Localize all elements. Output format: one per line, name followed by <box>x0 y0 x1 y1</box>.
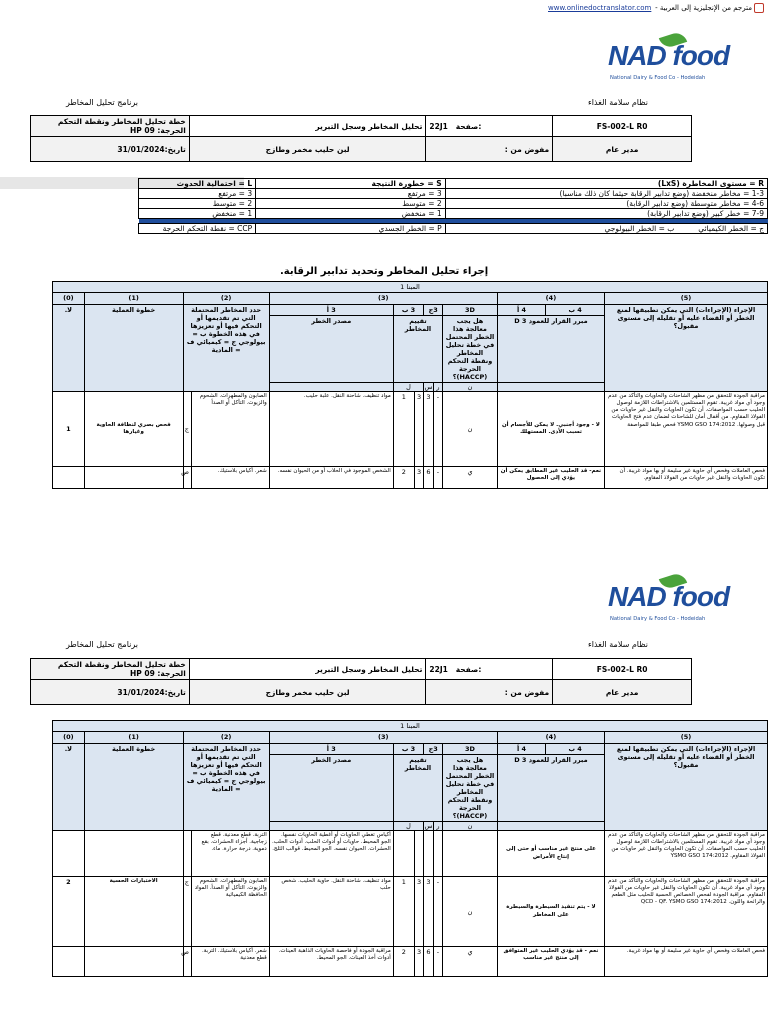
row-source: مواد تنظيف. شاحنة النقل. علبة حليب. <box>269 392 393 467</box>
row-l: 2 <box>393 467 414 489</box>
row-step: فحص بصري لنظافة الحاوية وغيارها <box>84 392 183 467</box>
legend-phys: P = الخطر الجسدي <box>256 224 446 234</box>
translate-icon <box>754 3 764 13</box>
col-3-num: (3) <box>269 293 497 305</box>
header-actions: الإجراء (الإجراءات) التي يمكن تطبيقها لمنع الخطر أو القضاء عليه أو تقليله إلى مستوى مقبول؟ <box>605 744 768 831</box>
sub-4b: 4 ب <box>546 305 605 316</box>
legend-s-row: 2 = متوسط <box>256 199 446 209</box>
letter-l: ل <box>393 822 423 831</box>
translator-bar <box>0 0 768 18</box>
document-header-2 <box>30 658 692 705</box>
authorized-by: مفوض من : <box>426 137 553 162</box>
header-eval: تقييم المخاطر <box>393 316 442 383</box>
sub-4a: 4 أ <box>497 744 545 755</box>
col-2-num: (2) <box>183 293 269 305</box>
row-r: 3 <box>424 392 433 467</box>
legend-s-row: 1 = منخفض <box>256 209 446 219</box>
row-dash: - <box>433 392 442 467</box>
program-label-2: برنامج تحليل المخاطر <box>66 640 139 649</box>
letter-r: ر <box>433 383 442 392</box>
row-type: ص <box>183 947 191 977</box>
row-r <box>424 831 433 877</box>
doc-code: FS-002-L R0 <box>553 659 692 680</box>
header-hazard: حدد المخاطر المحتملة التي تم تقديمها أو التحكم فيها أو تعزيزها في هذه الخطوة ب = بيولوجي ج = كيميائي ف = المادية <box>183 744 269 831</box>
letter-n: ن <box>443 383 498 392</box>
sub-3a: 3 أ <box>269 305 393 316</box>
row-no <box>53 467 85 489</box>
row-hazard: شعر. أكياس بلاستيك. التربة. قطع معدنية <box>191 947 269 977</box>
letter-s: س <box>424 383 433 391</box>
col-1-num: (1) <box>84 293 183 305</box>
row-actions: فحص العاملات وفحص أي حاوية غير سليمة أو بها مواد غريبة. أن تكون الحاويات والنقل غير حاويات من الفولاذ المقاوم. <box>605 467 768 489</box>
row-justification: لا - وجود أجنبي. لا يمكن للأجسام أن تسبب الأذى. المستهلك <box>497 392 604 467</box>
table-band: المبنا 1 <box>53 282 768 293</box>
col-4-num: (4) <box>497 732 604 744</box>
header-no: لا. <box>53 744 85 831</box>
row-hazard: الصابون والمطهرات. الشحوم والزيوت. التآكل أو الصدأ <box>191 392 269 467</box>
letter-n: ن <box>443 822 498 831</box>
col-2-num: (2) <box>183 732 269 744</box>
row-source: الشخص الموجود في الحلاب أو من الحيوان نفسه. <box>269 467 393 489</box>
translator-link[interactable]: www.onlinedoctranslator.com <box>548 4 652 12</box>
row-hazard: الصابون والمطهرات. الشحوم والزيوت. التآكل أو الصدأ. المواد الحافظة الكيميائية <box>191 877 269 947</box>
header-justification: مبرر القرار للعمود 3 D <box>497 316 604 383</box>
legend-l-row: 3 = مرتفع <box>139 189 256 199</box>
row-ccp: ي <box>443 947 498 977</box>
header-justification: مبرر القرار للعمود 3 D <box>497 755 604 822</box>
row-dash: - <box>433 467 442 489</box>
sub-4b: 4 ب <box>546 744 605 755</box>
col-4-num: (4) <box>497 293 604 305</box>
row-type <box>183 831 191 877</box>
sub-3c: 3ج <box>424 305 443 316</box>
legend-s-row: 3 = مرتفع <box>256 189 446 199</box>
system-label: نظام سلامة الغذاء <box>588 98 649 107</box>
header-step: خطوة العملية <box>84 305 183 392</box>
system-label-2: نظام سلامة الغذاء <box>588 640 649 649</box>
row-l: 1 <box>393 392 414 467</box>
row-l: 2 <box>393 947 414 977</box>
legend-l-label: L = احتمالية الحدوث <box>139 179 256 189</box>
table-row <box>53 392 768 467</box>
header-eval: تقييم المخاطر <box>393 755 442 822</box>
sub-3b: 3 ب <box>393 305 423 316</box>
row-s: 3 <box>414 392 423 467</box>
legend-bio: ب = الخطر البيولوجي <box>604 224 675 233</box>
document-header <box>30 115 692 162</box>
sub-3d: 3D <box>443 744 498 755</box>
doc-code: FS-002-L R0 <box>553 116 692 137</box>
row-ccp <box>443 831 498 877</box>
legend-r-row: 1-3 = مخاطر منخفضة (وضع تدابير الرقابة حيثما كان ذلك مناسبا) <box>445 189 767 199</box>
row-r: 6 <box>424 947 433 977</box>
row-step <box>84 947 183 977</box>
row-source: مراقبة الجودة أو فاحصة الحاويات الذاهبة العينات. أدوات أخذ العينات. الجو المحيط. <box>269 947 393 977</box>
row-type: ج <box>183 877 191 947</box>
row-r: 3 <box>424 877 433 947</box>
legend-r-row: 7-9 = خطر كبير (وضع تدابير الرقابة) <box>445 209 767 219</box>
row-ccp: ن <box>443 392 498 467</box>
col-5-num: (5) <box>605 732 768 744</box>
page-value: 22J1 <box>429 121 448 131</box>
row-s <box>414 831 423 877</box>
sub-4a: 4 أ <box>497 305 545 316</box>
row-ccp: ي <box>443 467 498 489</box>
header-source: مصدر الخطر <box>269 755 393 822</box>
general-manager: مدير عام <box>553 137 692 162</box>
sub-3a: 3 أ <box>269 744 393 755</box>
legend-r-label: R = مستوى المخاطرة (LxS) <box>445 179 767 189</box>
row-l: 1 <box>393 877 414 947</box>
row-no <box>53 947 85 977</box>
table-row <box>53 467 768 489</box>
row-actions: مراقبة الجودة للتحقق من مظهر الشاحنات والحاويات والتأكد من عدم وجود أي مواد غريبة. تقوم المستلمين بالاشتراطات اللازمة لوصول الحليب حسب المواصفات. أن تكون الحاويات والنقل غير حاويات من الفولاذ المقاوم. من أقفال أمان للشاحنات لضمان عدم فتح الحاويات قبل وصولها. YSMO GSO 174:2012 فحص طبقا للمواصفة <box>605 392 768 467</box>
row-justification: نعم - قد يؤدي الحليب غير المتوافق إلى منتج غير مناسب <box>497 947 604 977</box>
table-row <box>53 947 768 977</box>
risk-legend <box>138 178 768 234</box>
plan-title: خطة تحليل المخاطر ونقطة التحكم الحرجة: HP 09 <box>31 116 190 137</box>
plan-title: خطة تحليل المخاطر ونقطة التحكم الحرجة: HP 09 <box>31 659 190 680</box>
row-actions: مراقبة الجودة للتحقق من مظهر الشاحنات والحاويات والتأكد من عدم وجود أي مواد غريبة. تقوم المستلمين بالاشتراطات اللازمة لوصول الحليب حسب المواصفات. أن تكون الحاويات والنقل غير حاويات من الفولاذ المقاوم. YSMO GSO 174:2012 <box>605 831 768 877</box>
row-ccp: ن <box>443 877 498 947</box>
row-r: 6 <box>424 467 433 489</box>
col-0-num: (0) <box>53 293 85 305</box>
row-s: 3 <box>414 467 423 489</box>
row-actions: مراقبة الجودة للتحقق من مظهر الشاحنات والحاويات والتأكد من عدم وجود أي مواد غريبة. أن تكون الحاويات والنقل غير حاويات من الفولاذ المقاوم. مراقبة الجودة لفحص الخصائص الحسية للحليب مثل الطعم والرائحة واللون. QCD - QF. YSMO GSO 174:2012 <box>605 877 768 947</box>
legend-l-row: 1 = منخفض <box>139 209 256 219</box>
row-s: 3 <box>414 877 423 947</box>
header-step: خطوة العملية <box>84 744 183 831</box>
row-no <box>53 831 85 877</box>
row-source: أكياس تغطي الحاويات أو أغطية الحاويات نفسها. الجو المحيط. حاويات أو أدوات الحلب. أدوات الحلب. الحشرات. الحيوان نفسه. الجو المحيط. قوالب الثلج. <box>269 831 393 877</box>
header-no: لا. <box>53 305 85 392</box>
row-dash: - <box>433 947 442 977</box>
col-0-num: (0) <box>53 732 85 744</box>
row-source: مواد تنظيف. شاحنة النقل. حاوية الحليب. شخص حلب <box>269 877 393 947</box>
table-row <box>53 877 768 947</box>
row-step: الاختبارات الحسية <box>84 877 183 947</box>
row-dash <box>433 831 442 877</box>
page-label: صفحة: <box>455 664 482 674</box>
col-1-num: (1) <box>84 732 183 744</box>
letter-r: ر <box>433 822 442 831</box>
row-type: ج <box>183 392 191 467</box>
program-label: برنامج تحليل المخاطر <box>66 98 139 107</box>
product-name: لبن حليب مخمر وطازج <box>189 137 426 162</box>
hazard-table-page2 <box>52 720 768 977</box>
letter-s: س <box>424 822 433 830</box>
row-justification: نعم- قد الحليب غير المطابق يمكن أن يؤدي إلى الحصول <box>497 467 604 489</box>
legend-ccp: CCP = نقطة التحكم الحرجة <box>139 224 256 234</box>
date-field: تاريخ:31/01/2024 <box>31 137 190 162</box>
company-logo: NAD food National Dairy & Food Co - Hodeidah <box>608 40 740 84</box>
row-hazard: التربة. قطع معدنية. قطع زجاجية. أجزاء الحشرات. بقع دموية. درجة حرارة. ماء. <box>191 831 269 877</box>
company-logo-2: NAD food National Dairy & Food Co - Hodeidah <box>608 581 740 625</box>
header-actions: الإجراء (الإجراءات) التي يمكن تطبيقها لمنع الخطر أو القضاء عليه أو تقليله إلى مستوى مقبول؟ <box>605 305 768 392</box>
date-field: تاريخ:31/01/2024 <box>31 680 190 705</box>
doc-title: تحليل المخاطر وسجل التبرير <box>189 659 426 680</box>
header-3d: هل يجب معالجة هذا الخطر المحتمل في خطة تحليل المخاطر ونقطة التحكم الحرجة (HACCP)؟ <box>443 316 498 383</box>
product-name: لبن حليب مخمر وطازج <box>189 680 426 705</box>
row-type: ص <box>183 467 191 489</box>
legend-s-label: S = خطورة النتيجة <box>256 179 446 189</box>
legend-r-row: 4-6 = مخاطر متوسطة (وضع تدابير الرقابة) <box>445 199 767 209</box>
row-justification: على منتج غير مناسب أو حتى إلى إنتاج الأمراض <box>497 831 604 877</box>
sub-3d: 3D <box>443 305 498 316</box>
header-hazard: حدد المخاطر المحتملة التي تم تقديمها أو التحكم فيها أو تعزيزها في هذه الخطوة ب = بيولوجي ج = كيميائي ف = المادية <box>183 305 269 392</box>
row-justification: لا - يتم تنفيذ السيطرة والسيطرة على المخاطر <box>497 877 604 947</box>
general-manager: مدير عام <box>553 680 692 705</box>
legend-l-row: 2 = متوسط <box>139 199 256 209</box>
row-s: 3 <box>414 947 423 977</box>
col-5-num: (5) <box>605 293 768 305</box>
row-actions: فحص العاملات وفحص أي حاوية غير سليمة أو بها مواد غريبة. <box>605 947 768 977</box>
row-step <box>84 467 183 489</box>
page-label: صفحة: <box>455 121 482 131</box>
table-band: المبنا 1 <box>53 721 768 732</box>
row-hazard: شعر. أكياس بلاستيك. <box>191 467 269 489</box>
row-l <box>393 831 414 877</box>
header-source: مصدر الخطر <box>269 316 393 383</box>
authorized-by: مفوض من : <box>426 680 553 705</box>
header-3d: هل يجب معالجة هذا الخطر المحتمل في خطة تحليل المخاطر ونقطة التحكم الحرجة (HACCP)؟ <box>443 755 498 822</box>
row-no: 1 <box>53 392 85 467</box>
row-step <box>84 831 183 877</box>
sub-3b: 3 ب <box>393 744 423 755</box>
page-value: 22J1 <box>429 664 448 674</box>
hazard-table-page1 <box>52 281 768 489</box>
translator-text: مترجم من الإنجليزية إلى العربية - <box>655 4 752 12</box>
col-3-num: (3) <box>269 732 497 744</box>
letter-l: ل <box>393 383 423 392</box>
legend-chem: ج = الخطر الكيميائي <box>698 224 764 233</box>
doc-title: تحليل المخاطر وسجل التبرير <box>189 116 426 137</box>
row-dash: - <box>433 877 442 947</box>
table-row <box>53 831 768 877</box>
row-no: 2 <box>53 877 85 947</box>
section-title: إجراء تحليل المخاطر وتحديد تدابير الرقابة. <box>280 266 489 277</box>
sub-3c: 3ج <box>424 744 443 755</box>
